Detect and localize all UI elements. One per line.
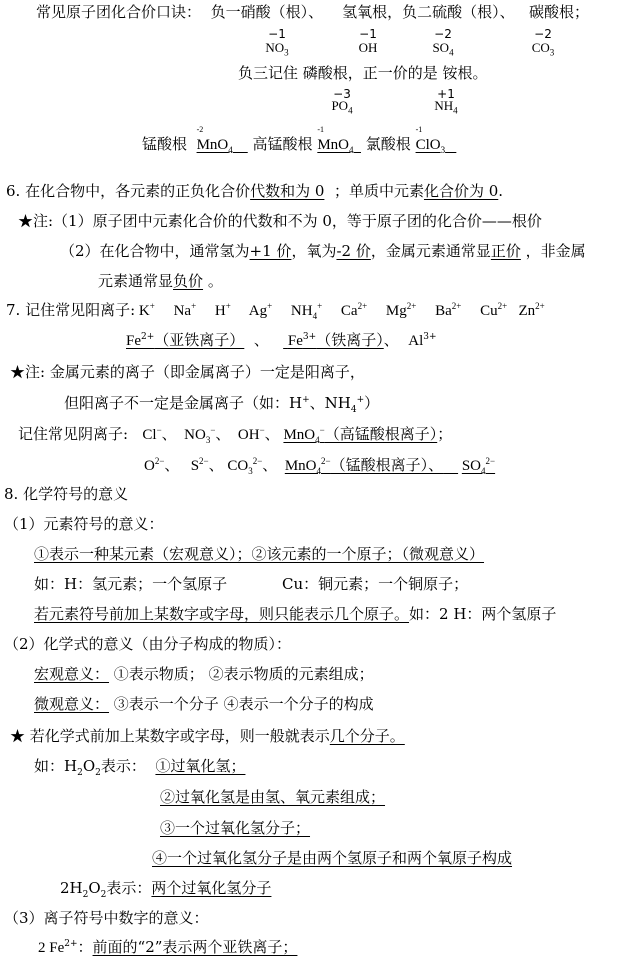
carbonate-ion: $CO_3^{2-}$	[227, 456, 263, 476]
two-h2o2-example: $2H_2O_2$表示：两个过氧化氢分子	[60, 879, 272, 900]
ferrous-ion: $Fe^{2+}$（亚铁离子）	[126, 331, 245, 349]
micro-meaning: 微观意义： ③表示一个分子 ④表示一个分子的构成	[34, 695, 374, 713]
h2o2-example-label: 如：$H_2O_2$表示： ①过氧化氢；	[34, 757, 246, 778]
valence-co3: −2	[534, 27, 552, 41]
oxide-ion: $O^{2-}$	[144, 456, 165, 474]
section-8-title: 8. 化学符号的意义	[4, 485, 129, 503]
nitrate-ion: $NO_3^-$	[184, 425, 216, 445]
permanganate-formula: -1 MnO$_4$	[317, 125, 354, 155]
chlorate-label: 氯酸根	[365, 135, 411, 153]
valence-po4: −3	[333, 87, 351, 101]
ion-nh4: $NH_4$	[434, 98, 458, 116]
macro-meaning: 宏观意义： ①表示物质； ②表示物质的元素组成；	[34, 665, 374, 683]
algebraic-sum-zero: 代数和为 0	[250, 182, 325, 200]
cation: K+	[138, 301, 155, 319]
ion-po4: $PO_4$	[331, 98, 353, 116]
manganate-label: 锰酸根	[142, 135, 188, 153]
h2o2-meaning-4: ④一个过氧化氢分子是由两个氢原子和两个氧原子构成	[152, 849, 513, 867]
sulfate-ion: $SO_4^{2-}$	[461, 456, 496, 476]
cation: $Ca^{2+}$	[340, 301, 368, 319]
section-6-note1: ★注:（1）原子团中元素化合价的代数和不为 0，等于原子团的化合价——根价	[18, 212, 542, 230]
h2o2-meaning-3: ③一个过氧化氢分子；	[160, 819, 311, 837]
chloride-ion: Cl−	[142, 425, 162, 443]
hydroxide-sulfate-text: 氢氧根，负二硫酸（根）、	[342, 3, 515, 21]
carbonate-text: 碳酸根；	[528, 3, 589, 21]
section-8-sub3: （3）离子符号中数字的意义：	[4, 909, 209, 927]
valence-oh: −1	[359, 27, 377, 41]
mnemonic-line1	[36, 2, 589, 22]
ferric-ion: $Fe^{3+}$（铁离子）	[287, 331, 384, 349]
hydroxide-ion: OH−	[237, 425, 265, 443]
valence-zero: 化合价为 0	[423, 182, 499, 200]
valence-no3: −1	[268, 27, 286, 41]
section-8-sub2: （2）化学式的意义（由分子构成的物质）：	[4, 635, 292, 653]
permanganate-ion: MnO$_4$−（高锰酸根离子）	[283, 425, 438, 445]
valence-nh4: +1	[437, 87, 455, 101]
cation: H+	[214, 301, 231, 319]
ion-co3: $CO_3$	[531, 40, 555, 58]
nitrate-text: 负一硝酸（根）、	[210, 3, 324, 21]
h2o2-meaning-1: ①过氧化氢；	[155, 757, 246, 775]
section-8-sub1: （1）元素符号的意义：	[4, 515, 164, 533]
cation: $Ba^{2+}$	[435, 301, 462, 319]
aluminum-ion: $Al^{3+}$	[408, 332, 437, 349]
valence-so4: −2	[434, 27, 452, 41]
section-6-line: 6. 在化合物中，各元素的正负化合价代数和为 0 ；单质中元素化合价为 0.	[6, 182, 504, 200]
element-symbol-meaning: ①表示一种某元素（宏观意义）；②该元素的一个原子；（微观意义）	[34, 545, 485, 563]
manganate-formula: -2 MnO$_4$	[196, 125, 233, 155]
mnemonic-line2: 负三记住 磷酸根，正一价的是 铵根。	[238, 64, 488, 82]
h2o2-meaning-2: ②过氧化氢是由氢、氧元素组成；	[160, 788, 386, 806]
nonmetal-negative: 负价	[173, 272, 204, 290]
permanganate-label: 高锰酸根	[252, 135, 313, 153]
sulfide-ion: $S^{2-}$	[190, 456, 209, 474]
manganate-ion: MnO$_4^{2-}$（锰酸根离子）、	[284, 456, 444, 476]
ion-oh: OH	[358, 40, 378, 55]
section-7-cations: 7. 记住常见阳离子: K+ Na+ H+ Ag+ $NH_4^+$ $Ca^{2+}$ $Mg^{2+}$ $Ba^{2+}$ $Cu^{2+}$ $Zn^{2+}$	[6, 301, 545, 321]
hydrogen-plus-one: +1 价	[249, 242, 292, 260]
acid-radicals-row	[142, 125, 456, 155]
element-example-h: 如：H：氢元素；一个氢原子	[34, 575, 228, 593]
ion-so4: $SO_4$	[432, 40, 454, 58]
ion-number-example: 2 $Fe^{2+}$：前面的“2”表示两个亚铁离子；	[38, 938, 298, 956]
element-example-cu: Cu：铜元素；一个铜原子；	[282, 575, 469, 593]
cation: Na+	[173, 301, 197, 319]
mnemonic-prefix: 常见原子团化合价口诀：	[36, 3, 202, 21]
cation: $Zn^{2+}$	[518, 301, 545, 319]
metal-positive: 正价	[490, 242, 521, 260]
element-number-meaning: 若元素符号前加上某数字或字母，则只能表示几个原子。如：2 H：两个氢原子	[34, 605, 557, 623]
section-7-note-a: ★注: 金属元素的离子（即金属离子）一定是阳离子，	[10, 363, 365, 381]
section-7-iron-ions: $Fe^{2+}$（亚铁离子） 、 $Fe^{3+}$（铁离子）、 $Al^{3+}$	[126, 331, 437, 349]
cation: $NH_4^+$	[290, 301, 323, 321]
cation: $Mg^{2+}$	[385, 301, 417, 319]
formula-number-note: ★ 若化学式前加上某数字或字母，则一般就表示几个分子。	[10, 727, 405, 745]
section-6-note2: （2）在化合物中，通常氢为+1 价，氧为-2 价，金属元素通常显正价 ，非金属	[60, 242, 586, 260]
cation: Ag+	[248, 301, 273, 319]
ion-no3: $NO_3$	[265, 40, 289, 58]
section-7-anions-row2: $O^{2-}$、 $S^{2-}$、 $CO_3^{2-}$、 MnO$_4^{2-}$（锰酸根离子）、 $SO_4^{2-}$	[144, 456, 496, 476]
chlorate-formula: -1 ClO$_3$	[415, 125, 446, 155]
oxygen-minus-two: -2 价	[336, 242, 371, 260]
cation: $Cu^{2+}$	[480, 301, 508, 319]
section-7-note-b: 但阳离子不一定是金属离子（如：H+、$NH_4^+$）	[64, 394, 380, 415]
section-6-note3: 元素通常显负价 。	[98, 272, 223, 290]
section-7-anions-row1: 记住常见阴离子: Cl−、 $NO_3^-$、 OH−、 MnO$_4$−（高锰酸根离子）；	[18, 425, 453, 445]
